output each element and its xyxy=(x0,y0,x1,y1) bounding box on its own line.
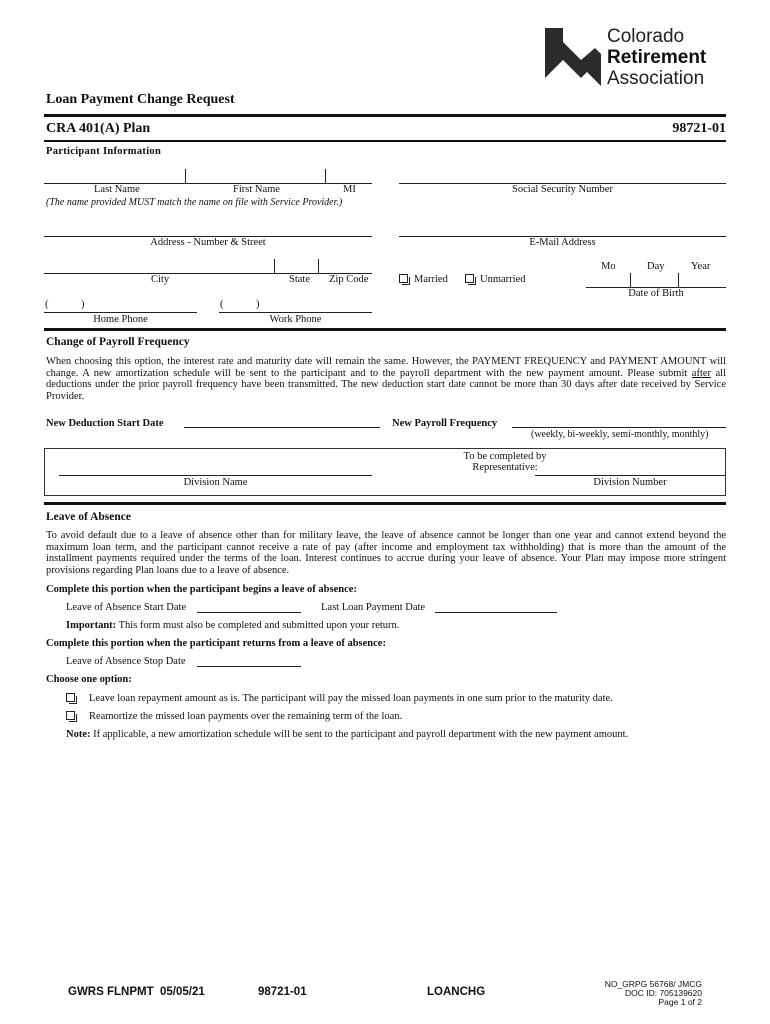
note-text: If applicable, a new amortization schedule will be sent to the participant and payroll department with the new payment amount. xyxy=(93,729,629,740)
zip-label: Zip Code xyxy=(329,274,369,285)
rep-note-line2: Representative: xyxy=(472,462,538,473)
division-number-field[interactable] xyxy=(535,475,725,476)
leave-paragraph: To avoid default due to a leave of absence other than for military leave, the leave of absence cannot be longer than one year and cannot extend beyond the maximum loan term, and the participant cannot receive a rate of pay (after income and employment tax withholding) that is more than the amount of the installment payments required under the terms of the loan. Interest continues to accrue during your leave of absence. Your Plan may impose more stringent provisions regarding Plan loans due to a leave of absence. xyxy=(46,530,726,576)
option-1-checkbox[interactable] xyxy=(66,693,75,702)
begin-leave-heading: Complete this portion when the participant begins a leave of absence: xyxy=(46,584,357,595)
dob-year-label: Year xyxy=(691,261,711,272)
new-start-date-label: New Deduction Start Date xyxy=(46,418,164,429)
footer-plan-number: 98721-01 xyxy=(258,986,307,998)
important-text: This form must also be completed and submitted upon your return. xyxy=(118,620,400,631)
city-label: City xyxy=(151,274,170,285)
note-label: Note: xyxy=(66,729,91,740)
email-label: E-Mail Address xyxy=(529,237,596,248)
option-2-text: Reamortize the missed loan payments over the remaining term of the loan. xyxy=(89,711,403,722)
new-frequency-field[interactable] xyxy=(512,427,726,428)
work-phone-paren-open: ( xyxy=(220,299,224,310)
footer-ref-line2: DOC ID: 705139620 xyxy=(624,988,702,998)
work-phone-label: Work Phone xyxy=(269,314,322,325)
option-leave-as-is[interactable] xyxy=(66,693,613,704)
mi-label: MI xyxy=(343,184,356,195)
last-payment-date-label: Last Loan Payment Date xyxy=(321,602,426,613)
cra-mountain-icon xyxy=(541,26,603,88)
dob-divider-2 xyxy=(678,273,679,287)
home-phone-paren-open: ( xyxy=(45,299,49,310)
city-field-line[interactable] xyxy=(44,273,372,274)
last-name-label: Last Name xyxy=(94,184,140,195)
leave-stop-date-field[interactable] xyxy=(197,666,301,667)
rep-note-line1: To be completed by xyxy=(463,451,547,462)
state-label: State xyxy=(289,274,310,285)
division-number-label: Division Number xyxy=(593,477,667,488)
ssn-label: Social Security Number xyxy=(512,184,613,195)
section-rule-1 xyxy=(44,328,726,331)
new-frequency-label: New Payroll Frequency xyxy=(392,418,498,429)
married-option[interactable] xyxy=(399,274,448,285)
participant-section-title: Participant Information xyxy=(46,146,162,157)
name-note: (The name provided MUST match the name on file with Service Provider.) xyxy=(46,197,343,208)
dob-day-label: Day xyxy=(647,261,665,272)
option-1-text: Leave loan repayment amount as is. The participant will pay the missed loan payments in one sum prior to the maturity date. xyxy=(89,693,613,704)
logo xyxy=(541,26,731,90)
home-phone-paren-close: ) xyxy=(81,299,85,310)
logo-line-retirement: Retirement xyxy=(607,47,707,68)
footer-ref-line1: NO_GRPG 56768/ JMCG xyxy=(604,979,702,989)
logo-line-association: Association xyxy=(607,68,705,89)
payroll-paragraph xyxy=(46,356,726,402)
return-leave-heading: Complete this portion when the participant returns from a leave of absence: xyxy=(46,638,386,649)
leave-start-date-label: Leave of Absence Start Date xyxy=(66,602,187,613)
new-start-date-field[interactable] xyxy=(184,427,380,428)
last-payment-date-field[interactable] xyxy=(435,612,557,613)
plan-name: CRA 401(A) Plan xyxy=(46,121,151,136)
plan-rule xyxy=(44,140,726,142)
choose-option-heading: Choose one option: xyxy=(46,674,132,685)
footer-form-code: GWRS FLNPMT 05/05/21 xyxy=(68,986,205,998)
section-rule-2 xyxy=(44,502,726,505)
leave-stop-date-label: Leave of Absence Stop Date xyxy=(66,656,186,667)
leave-section-title: Leave of Absence xyxy=(46,511,131,523)
home-phone-label: Home Phone xyxy=(93,314,148,325)
important-line xyxy=(66,620,399,631)
option-2-checkbox[interactable] xyxy=(66,711,75,720)
payroll-paragraph-after: after xyxy=(691,367,712,379)
city-divider-1 xyxy=(274,259,275,273)
dob-divider-1 xyxy=(630,273,631,287)
footer-doc-name: LOANCHG xyxy=(427,986,486,998)
plan-number: 98721-01 xyxy=(672,121,726,136)
married-label: Married xyxy=(414,274,448,285)
important-label: Important: xyxy=(66,620,117,631)
note-line xyxy=(66,729,628,740)
name-divider-2 xyxy=(325,169,326,183)
unmarried-checkbox[interactable] xyxy=(465,274,474,283)
payroll-section-title: Change of Payroll Frequency xyxy=(46,336,190,348)
dob-label: Date of Birth xyxy=(628,288,684,299)
work-phone-field-line[interactable] xyxy=(219,312,372,313)
name-divider-1 xyxy=(185,169,186,183)
work-phone-paren-close: ) xyxy=(256,299,260,310)
first-name-label: First Name xyxy=(233,184,280,195)
payroll-paragraph-part2: all deductions under the prior payroll frequency have been transmitted. The new deduction start date cannot be more than 30 days after date received by Service Provider. xyxy=(46,367,727,402)
division-name-field[interactable] xyxy=(59,475,372,476)
leave-start-date-field[interactable] xyxy=(197,612,301,613)
title-rule xyxy=(44,114,726,117)
payroll-paragraph-part1: When choosing this option, the interest rate and maturity date will remain the same. However, the PAYMENT FREQUENCY and PAYMENT AMOUNT will change. A new amortization schedule will be sent to the participant and to the payroll department with the new payment amount. Please submit xyxy=(46,356,726,379)
married-checkbox[interactable] xyxy=(399,274,408,283)
unmarried-label: Unmarried xyxy=(480,274,526,285)
dob-month-label: Mo xyxy=(601,261,616,272)
address-label: Address - Number & Street xyxy=(150,237,266,248)
footer-page: Page 1 of 2 xyxy=(658,997,702,1007)
home-phone-field-line[interactable] xyxy=(44,312,197,313)
unmarried-option[interactable] xyxy=(465,274,525,285)
logo-line-colorado: Colorado xyxy=(607,26,685,47)
frequency-hint: (weekly, bi-weekly, semi-monthly, monthly) xyxy=(531,429,709,440)
city-divider-2 xyxy=(318,259,319,273)
form-title: Loan Payment Change Request xyxy=(46,92,235,107)
option-reamortize[interactable] xyxy=(66,711,402,722)
division-name-label: Division Name xyxy=(183,477,248,488)
